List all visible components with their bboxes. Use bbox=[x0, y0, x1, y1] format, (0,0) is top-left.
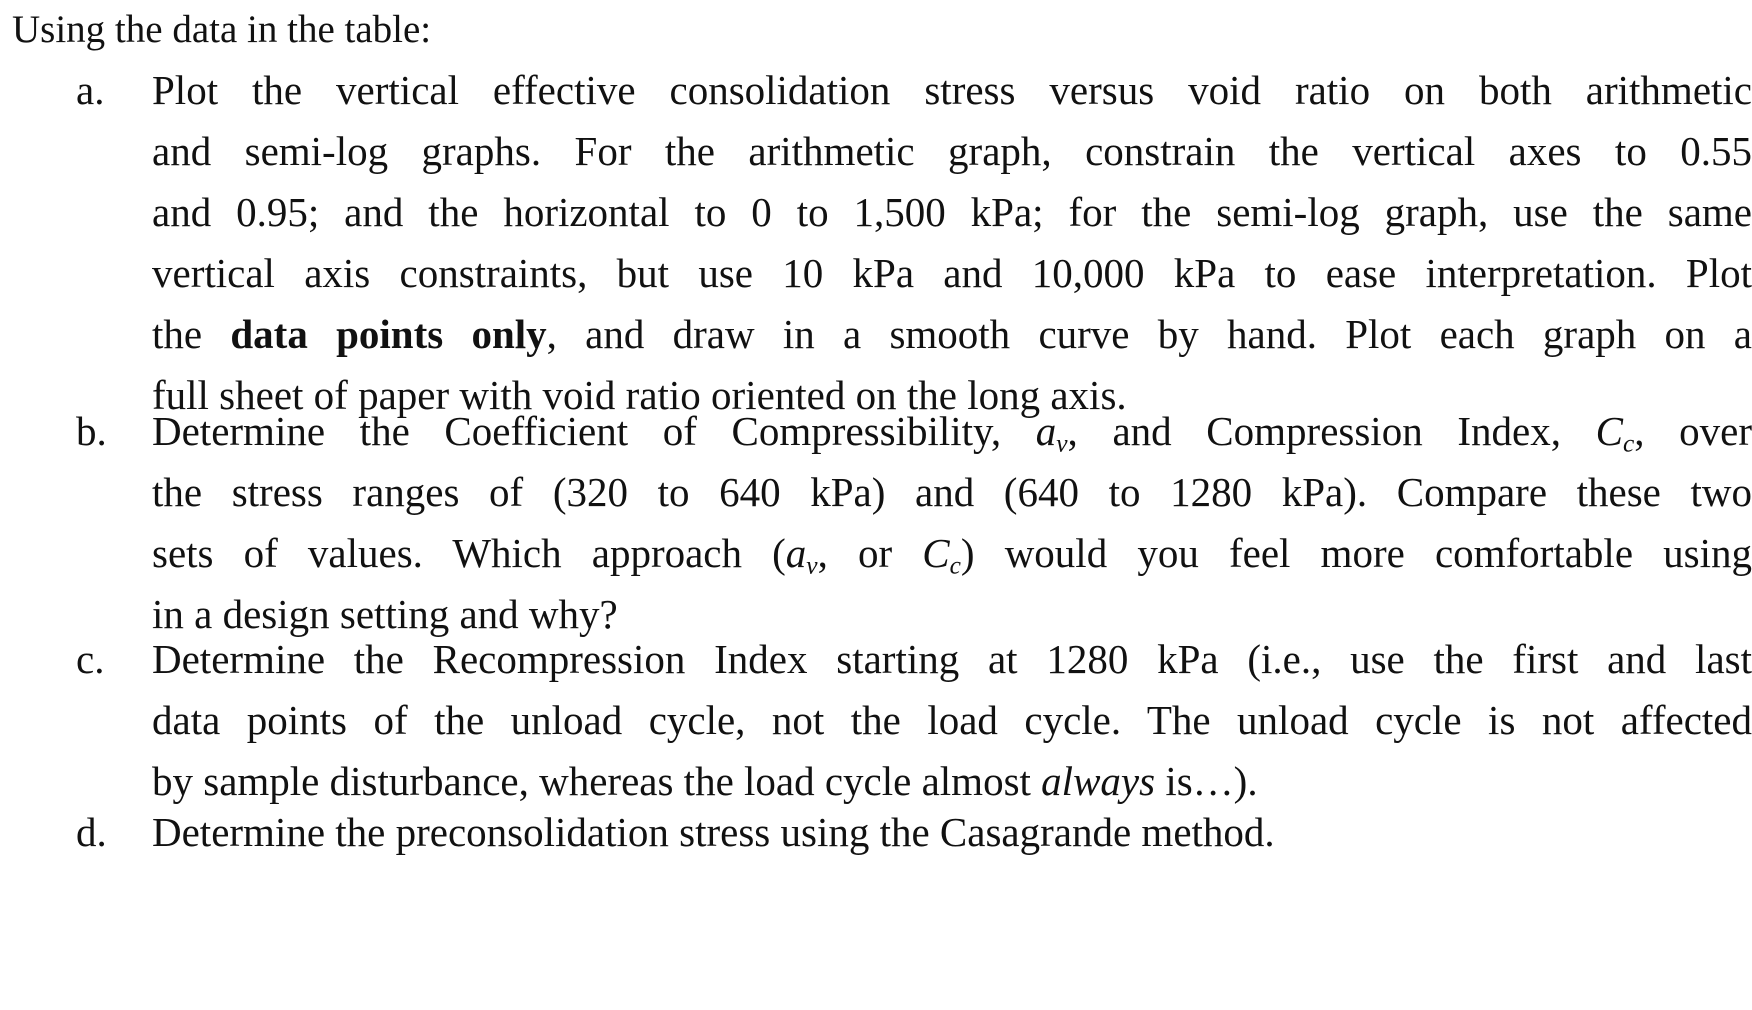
bold-text: data points only bbox=[230, 311, 547, 357]
list-item-text bbox=[152, 802, 1752, 863]
list-marker: b. bbox=[76, 408, 107, 454]
text-line: the stress ranges of (320 to 640 kPa) and (640 to 1280 kPa). Compare these two bbox=[152, 469, 1752, 515]
text-run: , and Compression Index, bbox=[1067, 408, 1596, 454]
italic-text: always bbox=[1041, 758, 1156, 804]
text-run: , or bbox=[817, 530, 923, 576]
text-run: sets of values. Which approach ( bbox=[152, 530, 786, 576]
text-run: ) would you feel more comfortable using bbox=[960, 530, 1752, 576]
text-run: by sample disturbance, whereas the load cycle almost bbox=[152, 758, 1042, 804]
symbol-av: $a_v$ bbox=[785, 530, 818, 580]
text-line: vertical axis constraints, but use 10 kPa and 10,000 kPa to ease interpretation. Plot bbox=[152, 250, 1752, 296]
text-line: data points of the unload cycle, not the load cycle. The unload cycle is not affected bbox=[152, 697, 1752, 743]
text-run: , and draw in a smooth curve by hand. Plot each graph on a bbox=[546, 311, 1752, 357]
symbol-cc: $C_c$ bbox=[922, 530, 961, 580]
text-line bbox=[152, 523, 1752, 584]
list-item-text bbox=[152, 60, 1752, 426]
symbol-av: $a_v$ bbox=[1035, 408, 1068, 458]
text-line: Determine the preconsolidation stress using the Casagrande method. bbox=[152, 809, 1275, 855]
list-marker: d. bbox=[76, 809, 107, 855]
text-run: , over bbox=[1634, 408, 1752, 454]
text-line bbox=[152, 304, 1752, 365]
text-line bbox=[152, 401, 1752, 462]
intro-text: Using the data in the table: bbox=[12, 8, 432, 51]
text-line: and semi-log graphs. For the arithmetic graph, constrain the vertical axes to 0.55 bbox=[152, 128, 1752, 174]
list-marker: a. bbox=[76, 67, 105, 113]
list-item-text bbox=[152, 629, 1752, 812]
list-item-text bbox=[152, 401, 1752, 645]
symbol-cc: $C_c$ bbox=[1595, 408, 1635, 458]
text-line: Plot the vertical effective consolidation stress versus void ratio on both arithmetic bbox=[152, 67, 1752, 113]
text-line: Determine the Recompression Index starting at 1280 kPa (i.e., use the first and last bbox=[152, 636, 1752, 682]
text-run: is…). bbox=[1155, 758, 1258, 804]
text-run: Determine the Coefficient of Compressibility, bbox=[152, 408, 1036, 454]
text-line: in a design setting and why? bbox=[152, 591, 618, 637]
text-line: full sheet of paper with void ratio oriented on the long axis. bbox=[152, 372, 1127, 418]
list-marker: c. bbox=[76, 636, 105, 682]
text-run: the bbox=[152, 311, 231, 357]
text-line: and 0.95; and the horizontal to 0 to 1,500 kPa; for the semi-log graph, use the same bbox=[152, 189, 1752, 235]
